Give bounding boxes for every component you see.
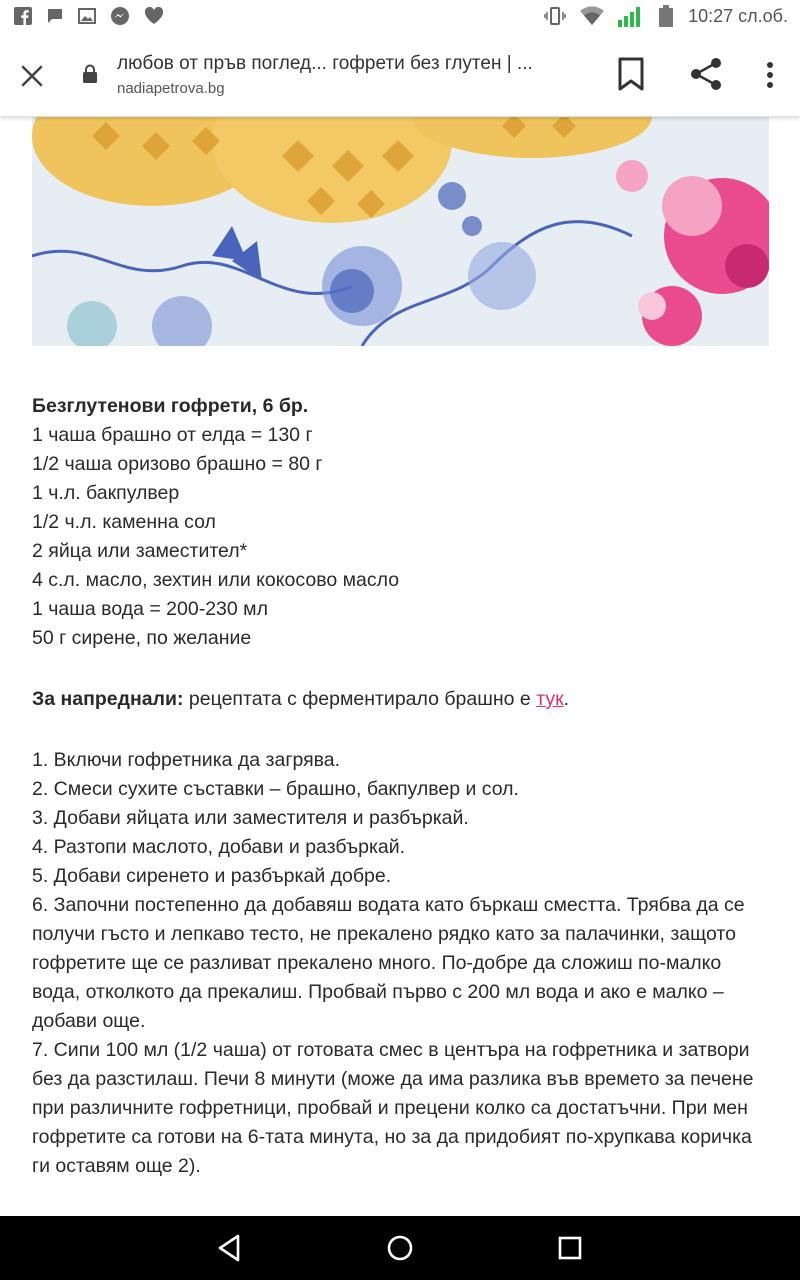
- browser-toolbar: [0, 34, 800, 117]
- step-item: 7. Сипи 100 мл (1/2 чаша) от готовата смес в центъра на гофретника и затвори без да разстилаш. Печи 8 минути (може да има разлика във времето за печене при различните гофретници, пробвай и прецени колко са достатъчни. При мен гофретите са готови на 6-тата минута, но за да придобият по-хрупкава коричка ги оставям още 2).: [32, 1039, 754, 1177]
- status-bar: [0, 0, 800, 34]
- share-icon[interactable]: [688, 56, 724, 92]
- more-menu-icon[interactable]: [760, 60, 780, 90]
- back-icon[interactable]: [214, 1232, 246, 1264]
- close-icon[interactable]: [18, 62, 46, 90]
- image-icon: [78, 7, 96, 25]
- advanced-end: .: [563, 688, 570, 710]
- step-item: 3. Добави яйцата или заместителя и разбъркай.: [32, 807, 469, 829]
- waffle-photo: [32, 116, 769, 346]
- step-item: 4. Разтопи маслото, добави и разбъркай.: [32, 836, 406, 858]
- heart-icon: [144, 7, 164, 25]
- advanced-text: рецептата с ферментирало брашно е: [183, 688, 537, 710]
- step-item: 1. Включи гофретника да загрява.: [32, 749, 341, 771]
- ingredient-item: 1 ч.л. бакпулвер: [32, 482, 180, 504]
- signal-icon: [618, 5, 644, 27]
- ingredient-item: 2 яйца или заместител*: [32, 540, 248, 562]
- facebook-icon: [14, 7, 32, 25]
- bookmark-icon[interactable]: [617, 56, 645, 92]
- wifi-icon: [580, 6, 604, 26]
- battery-icon: [658, 5, 674, 27]
- lock-icon: [82, 64, 98, 84]
- ingredient-item: 1 чаша вода = 200-230 мл: [32, 598, 268, 620]
- ingredient-item: 1/2 ч.л. каменна сол: [32, 511, 216, 533]
- ingredient-item: 50 г сирене, по желание: [32, 627, 252, 649]
- recipe-title: Безглутенови гофрети, 6 бр.: [32, 395, 309, 417]
- vibrate-icon: [544, 7, 566, 25]
- page-url[interactable]: nadiapetrova.bg: [117, 80, 225, 97]
- status-time: 10:27 сл.об.: [688, 5, 788, 26]
- messenger-icon: [110, 6, 130, 26]
- fermented-recipe-link[interactable]: тук: [536, 688, 564, 710]
- recents-icon[interactable]: [554, 1232, 586, 1264]
- ingredient-item: 4 с.л. масло, зехтин или кокосово масло: [32, 569, 400, 591]
- advanced-label: За напреднали:: [32, 688, 184, 710]
- article-body: [32, 392, 772, 1181]
- advanced-paragraph: [32, 685, 772, 714]
- home-icon[interactable]: [384, 1232, 416, 1264]
- page-title[interactable]: любов от пръв поглед... гофрети без глутен | ...: [117, 53, 533, 74]
- navigation-bar: [0, 1216, 800, 1280]
- step-item: 5. Добави сиренето и разбъркай добре.: [32, 865, 392, 887]
- step-item: 6. Започни постепенно да добавяш водата като бъркаш сместта. Трябва да се получи гъсто и лепкаво тесто, не прекалено рядко като за палачинки, защото гофретите ще се разливат прекалено много. По-добре да сложиш по-малко вода, отколкото да прекалиш. Пробвай първо с 200 мл вода и ако е малко – добави още.: [32, 894, 745, 1032]
- ingredient-item: 1/2 чаша оризово брашно = 80 г: [32, 453, 323, 475]
- ingredient-item: 1 чаша брашно от елда = 130 г: [32, 424, 313, 446]
- step-item: 2. Смеси сухите съставки – брашно, бакпулвер и сол.: [32, 778, 519, 800]
- message-icon: [46, 7, 64, 25]
- web-content[interactable]: [0, 116, 800, 1216]
